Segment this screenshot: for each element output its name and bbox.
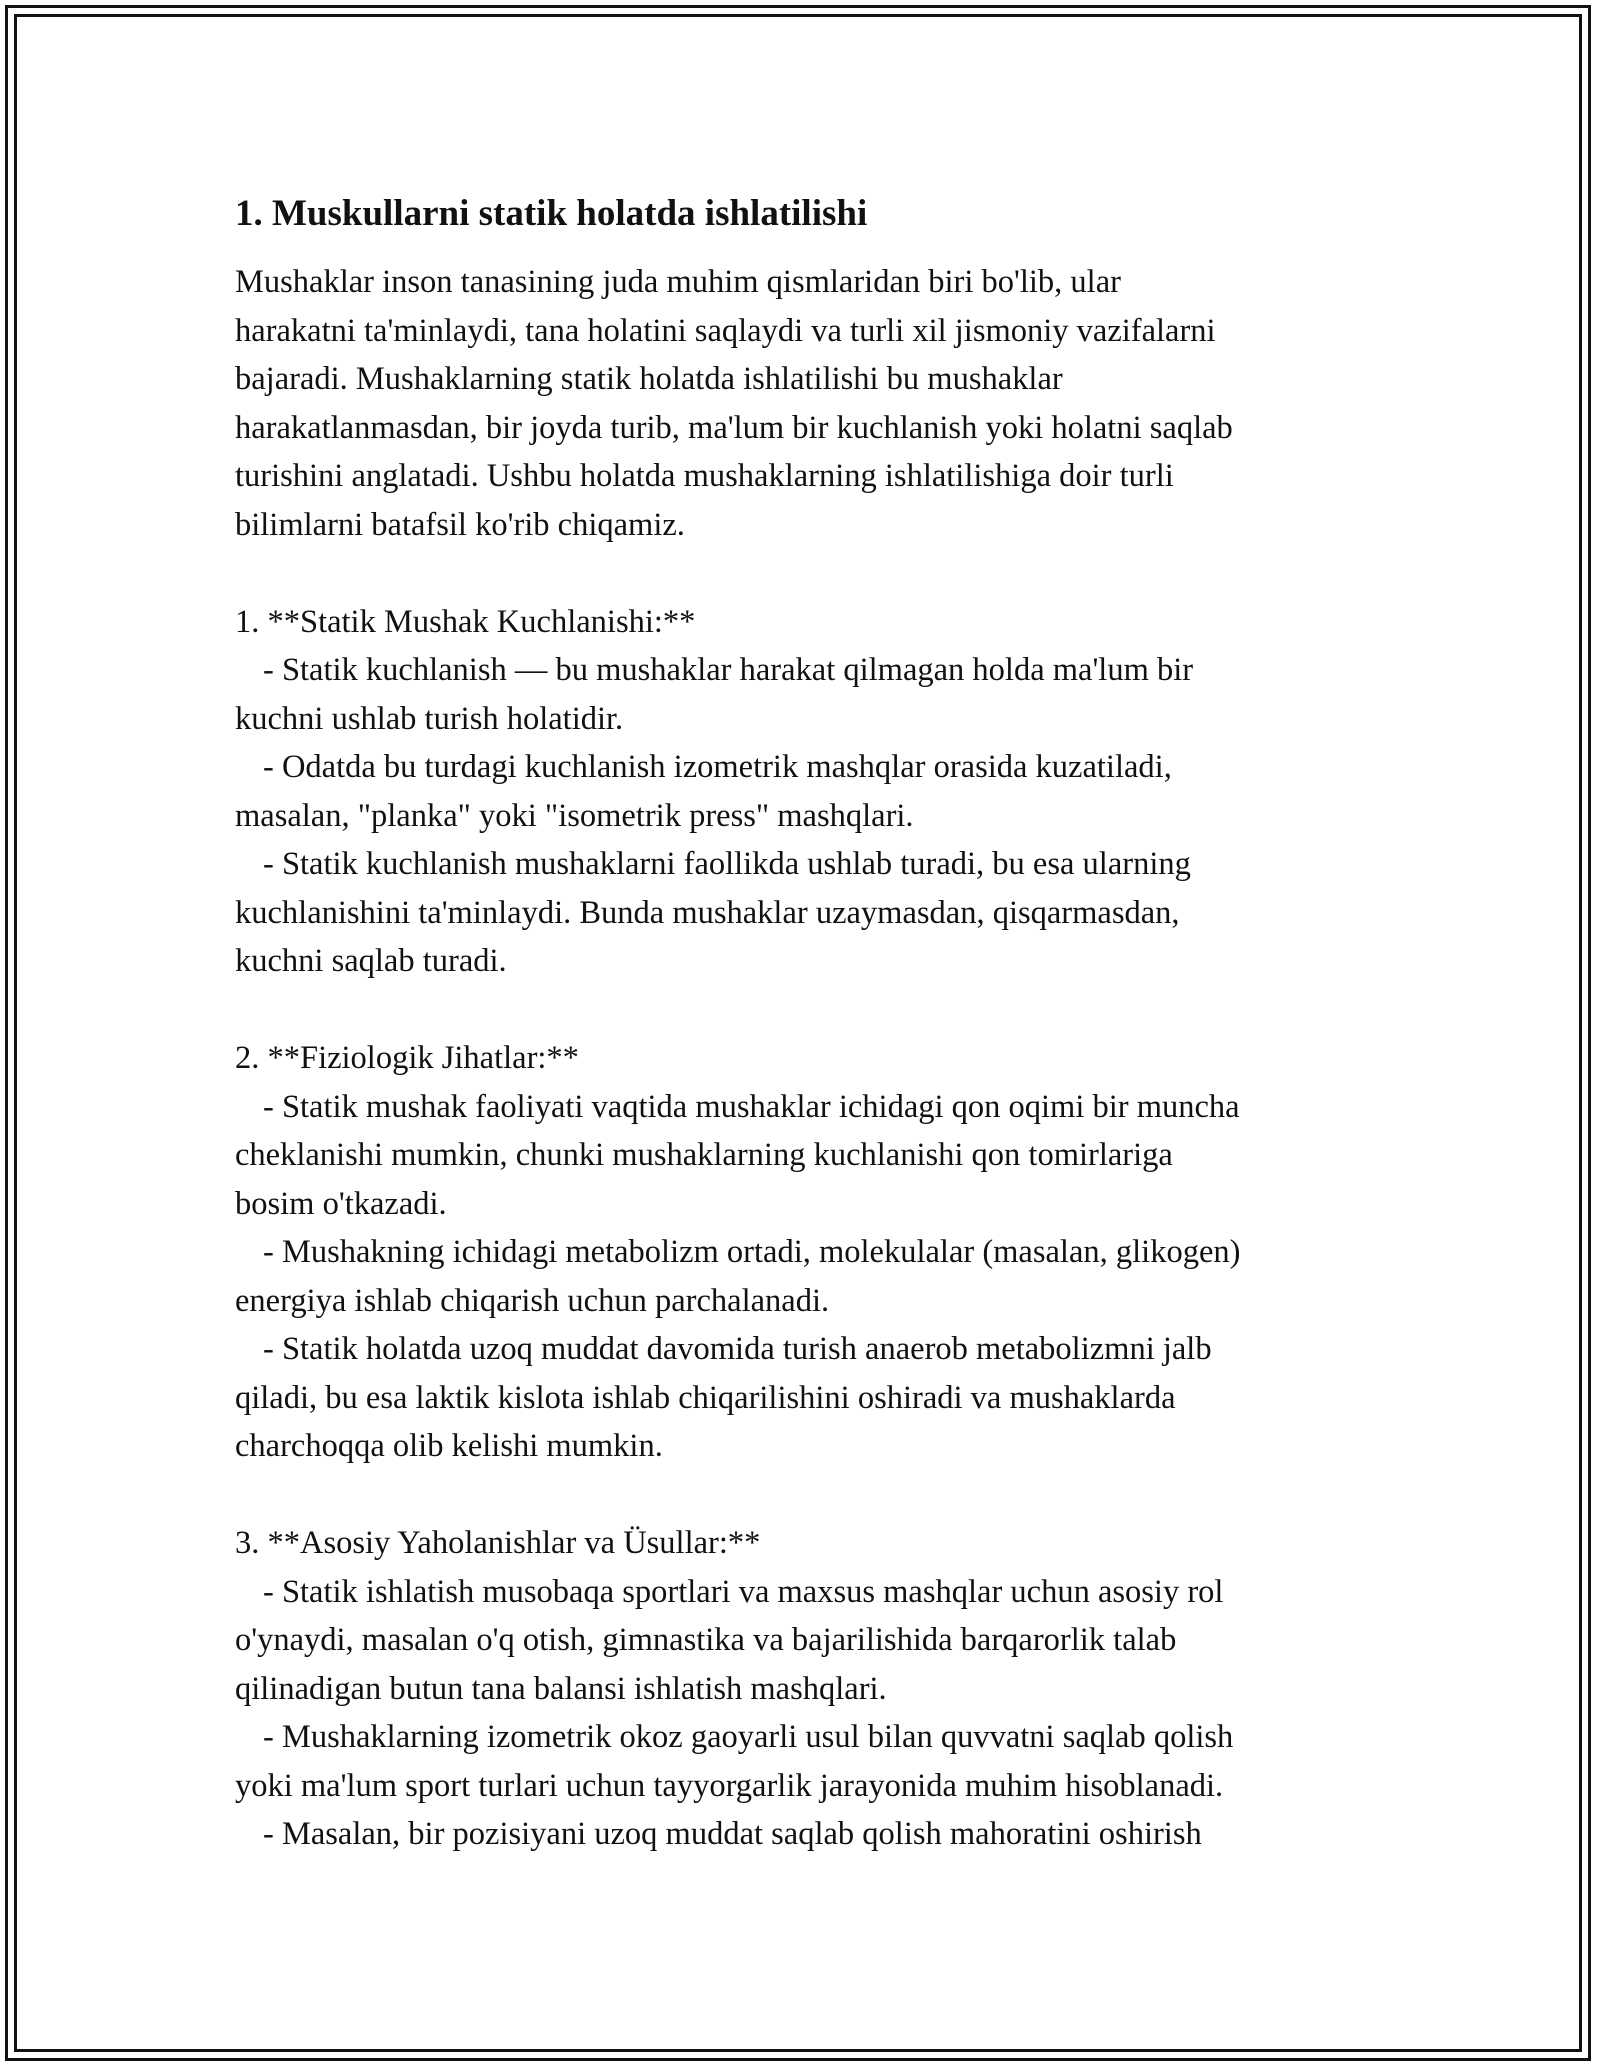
- document-body: [235, 190, 1395, 1859]
- list-item: - Mushaklarning izometrik okoz gaoyarli usul bilan quvvatni saqlab qolish yoki ma'lum sport turlari uchun tayyorgarlik jarayonida muhim hisoblanadi.: [235, 1719, 1234, 1804]
- list-item: - Statik kuchlanish — bu mushaklar harakat qilmagan holda ma'lum bir kuchni ushlab turish holatidir.: [235, 652, 1194, 737]
- list-item: - Statik kuchlanish mushaklarni faollikda ushlab turadi, bu esa ularning kuchlanishini ta'minlaydi. Bunda mushaklar uzaymasdan, qisqarmasdan, kuchni saqlab turadi.: [235, 846, 1191, 979]
- list-item: - Statik holatda uzoq muddat davomida turish anaerob metabolizmni jalb qiladi, bu esa laktik kislota ishlab chiqarilishini oshiradi va mushaklarda charchoqqa olib kelishi mumkin.: [235, 1331, 1212, 1464]
- section-heading: 1. **Statik Mushak Kuchlanishi:**: [235, 603, 696, 640]
- list-item: - Mushakning ichidagi metabolizm ortadi, molekulalar (masalan, glikogen) energiya ishlab chiqarish uchun parchalanadi.: [235, 1234, 1241, 1319]
- page-title: 1. Muskullarni statik holatda ishlatilishi: [235, 193, 868, 234]
- section-heading: 2. **Fiziologik Jihatlar:**: [235, 1040, 579, 1076]
- list-item: - Statik mushak faoliyati vaqtida mushaklar ichidagi qon oqimi bir muncha cheklanishi mumkin, chunki mushaklarning kuchlanishi qon tomirlariga bosim o'tkazadi.: [235, 1088, 1240, 1222]
- intro-paragraph: Mushaklar inson tanasining juda muhim qismlaridan biri bo'lib, ular harakatni ta'minlaydi, tana holatini saqlaydi va turli xil jismoniy vazifalarni bajaradi. Mushaklarning statik holatda ishlatilishi bu mushaklar harakatlanmasdan, bir joyda turib, ma'lum bir kuchlanish yoki holatni saqlab turishini anglatadi. Ushbu holatda mushaklarning ishlatilishiga doir turli bilimlarni batafsil ko'rib chiqamiz.: [235, 264, 1233, 543]
- list-item: - Odatda bu turdagi kuchlanish izometrik mashqlar orasida kuzatiladi, masalan, "planka" yoki "isometrik press" mashqlari.: [235, 749, 1172, 834]
- section-static-tension: [235, 598, 1395, 986]
- list-item: - Statik ishlatish musobaqa sportlari va maxsus mashqlar uchun asosiy rol o'ynaydi, masalan o'q otish, gimnastika va bajarilishida barqarorlik talab qilinadigan butun tana balansi ishlatish mashqlari.: [235, 1573, 1224, 1707]
- list-item: - Masalan, bir pozisiyani uzoq muddat saqlab qolish mahoratini oshirish: [263, 1816, 1202, 1852]
- section-heading: 3. **Asosiy Yaholanishlar va Üsullar:**: [235, 1525, 761, 1561]
- section-main-methods: [235, 1519, 1395, 1859]
- section-physiological-aspects: [235, 1034, 1395, 1471]
